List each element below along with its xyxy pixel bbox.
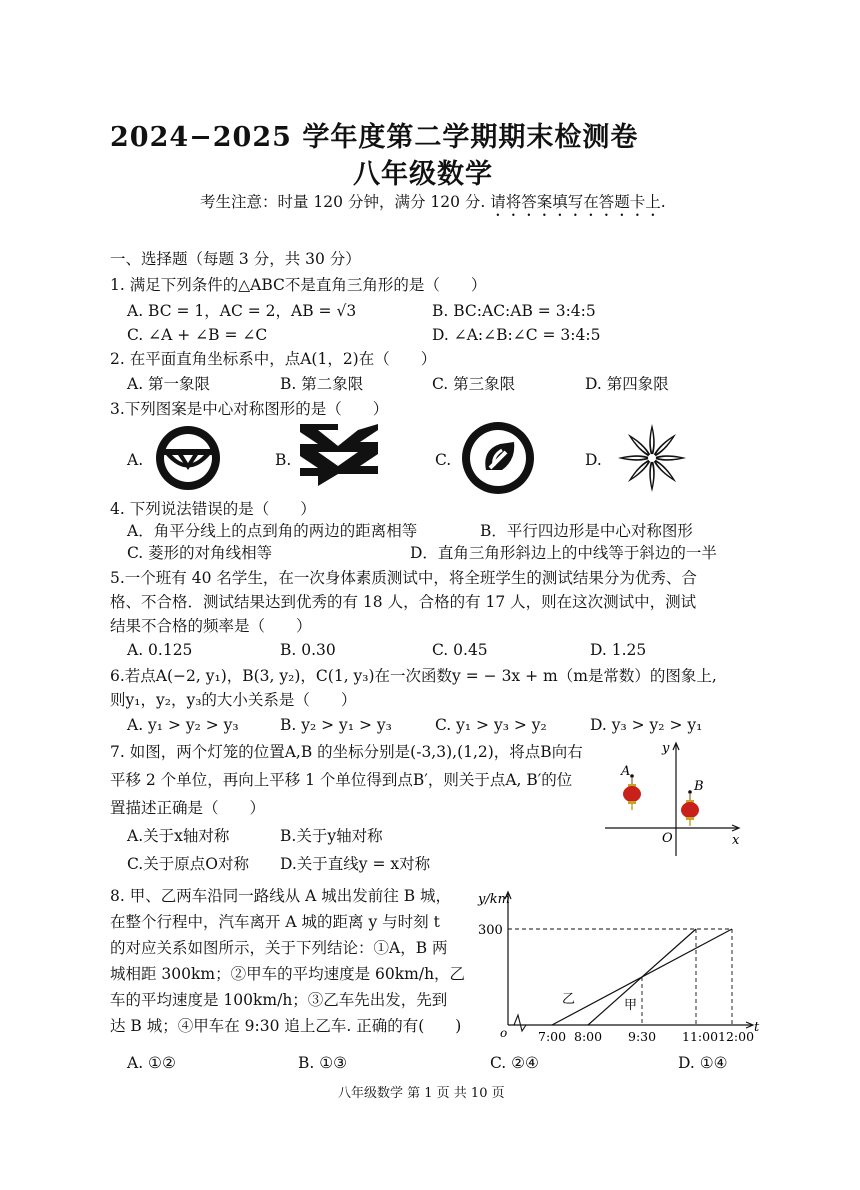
lantern-b-icon bbox=[681, 794, 699, 826]
q6-option-b: B. y₂ > y₁ > y₃ bbox=[280, 716, 392, 734]
x-tick-label: 11:00 bbox=[682, 1029, 719, 1044]
series-label-甲: 甲 bbox=[624, 998, 638, 1013]
q5-line-2: 格、不合格．测试结果达到优秀的有 18 人，合格的有 17 人，则在这次测试中，测试 bbox=[110, 593, 697, 611]
q7-option-b: B.关于y轴对称 bbox=[280, 827, 383, 845]
q2-option-d: D. 第四象限 bbox=[585, 375, 669, 393]
axis-break bbox=[508, 1015, 526, 1031]
q3-stem: 3.下列图案是中心对称图形的是（ ） bbox=[110, 400, 389, 418]
q5-option-a: A. 0.125 bbox=[127, 641, 193, 659]
point-a-label: A bbox=[621, 764, 631, 779]
q3-option-b: B. bbox=[275, 451, 292, 469]
x-axis-label: t bbox=[754, 1020, 760, 1035]
series-label-乙: 乙 bbox=[562, 992, 576, 1007]
q8-line-5: 车的平均速度是 100km/h；③乙车先出发，先到 bbox=[110, 991, 448, 1009]
q2-option-b: B. 第二象限 bbox=[280, 375, 364, 393]
q8-option-d: D. ①④ bbox=[678, 1054, 728, 1072]
lantern-a-icon bbox=[623, 778, 641, 810]
x-axis-label: x bbox=[732, 833, 740, 848]
y-axis-label: y bbox=[662, 741, 670, 756]
x-tick-label: 12:00 bbox=[718, 1029, 755, 1044]
q6-option-d: D. y₃ > y₂ > y₁ bbox=[590, 716, 703, 734]
q8-line-3: 的对应关系如图所示，关于下列结论：①A，B 两 bbox=[110, 939, 448, 957]
q1-stem: 1. 满足下列条件的△ABC不是直角三角形的是（ ） bbox=[110, 276, 487, 294]
notice-suffix: . bbox=[660, 193, 666, 211]
q5-line-1: 5.一个班有 40 名学生，在一次身体素质测试中，将全班学生的测试结果分为优秀、合 bbox=[110, 569, 697, 587]
q3-option-a: A. bbox=[127, 451, 144, 469]
q1-option-c: C. ∠A + ∠B = ∠C bbox=[127, 326, 268, 344]
exam-notice bbox=[200, 192, 666, 220]
q7-option-d: D.关于直线y = x对称 bbox=[280, 855, 431, 873]
q7-option-c: C.关于原点O对称 bbox=[127, 855, 249, 873]
q6-line-1: 6.若点A(−2, y₁)，B(3, y₂)，C(1, y₃)在一次函数y = − 3x + m（m是常数）的图象上, bbox=[110, 667, 717, 685]
x-tick-label: 8:00 bbox=[574, 1029, 603, 1044]
q8-line-1: 8. 甲、乙两车沿同一路线从 A 城出发前往 B 城， bbox=[110, 887, 452, 905]
q5-option-d: D. 1.25 bbox=[590, 641, 647, 659]
point-a bbox=[630, 774, 634, 778]
q5-option-b: B. 0.30 bbox=[280, 641, 336, 659]
q4-stem: 4. 下列说法错误的是（ ） bbox=[110, 500, 316, 518]
q7-option-a: A.关于x轴对称 bbox=[127, 827, 230, 845]
q7-line-1: 7. 如图，两个灯笼的位置A,B 的坐标分别是(-3,3),(1,2)，将点B向右 bbox=[110, 743, 583, 761]
q6-option-c: C. y₁ > y₃ > y₂ bbox=[435, 716, 547, 734]
y-tick-label: 300 bbox=[478, 923, 503, 938]
q4-option-a: A．角平分线上的点到角的两边的距离相等 bbox=[127, 522, 418, 540]
q1-option-d: D. ∠A:∠B:∠C = 3:4:5 bbox=[432, 326, 601, 344]
q1-option-a: A. BC = 1，AC = 2，AB = √3 bbox=[127, 302, 357, 320]
x-tick-label: 9:30 bbox=[628, 1029, 657, 1044]
q7-line-2: 平移 2 个单位，再向上平移 1 个单位得到点B′，则关于点A, B′的位 bbox=[110, 771, 573, 789]
q8-line-4: 城相距 300km；②甲车的平均速度是 60km/h，乙 bbox=[110, 965, 466, 983]
x-tick-label: 7:00 bbox=[538, 1029, 567, 1044]
q7-line-3: 置描述正确是（ ） bbox=[110, 799, 266, 817]
emblem-a-icon bbox=[150, 422, 226, 494]
emblem-b-icon bbox=[298, 420, 380, 490]
section-heading: 一、选择题（每题 3 分，共 30 分） bbox=[110, 250, 361, 268]
page-title: 2024−2025 学年度第二学期期末检测卷 bbox=[110, 122, 639, 153]
q8-option-b: B. ①③ bbox=[298, 1054, 348, 1072]
page-subtitle: 八年级数学 bbox=[353, 159, 493, 190]
q3-option-c: C. bbox=[435, 451, 452, 469]
q2-option-c: C. 第三象限 bbox=[432, 375, 516, 393]
page-footer: 八年级数学 第 1 页 共 10 页 bbox=[338, 1086, 505, 1101]
q1-option-b: B. BC:AC:AB = 3:4:5 bbox=[432, 302, 596, 320]
point-b-label: B bbox=[694, 779, 704, 794]
notice-text: 考生注意：时量 120 分钟，满分 120 分. bbox=[200, 193, 491, 211]
q3-option-d: D. bbox=[585, 451, 602, 469]
origin-label: o bbox=[500, 1026, 508, 1040]
origin-label: O bbox=[662, 831, 673, 846]
q8-line-2: 在整个行程中，汽车离开 A 城的距离 y 与时刻 t bbox=[110, 913, 440, 931]
q6-option-a: A. y₁ > y₂ > y₃ bbox=[127, 716, 239, 734]
q5-line-3: 结果不合格的频率是（ ） bbox=[110, 617, 312, 635]
q6-line-2: 则y₁，y₂，y₃的大小关系是（ ） bbox=[110, 691, 357, 709]
emblem-c-icon bbox=[460, 420, 536, 496]
q2-option-a: A. 第一象限 bbox=[127, 375, 211, 393]
q4-option-c: C. 菱形的对角线相等 bbox=[127, 544, 273, 562]
point-b bbox=[688, 790, 692, 794]
q8-distance-time-chart bbox=[470, 885, 760, 1050]
q8-line-6: 达 B 城；④甲车在 9:30 追上乙车. 正确的有( ) bbox=[110, 1017, 462, 1035]
q4-option-b: B．平行四边形是中心对称图形 bbox=[480, 522, 693, 540]
q5-option-c: C. 0.45 bbox=[432, 641, 488, 659]
notice-emphasis: 请将答案填写在答题卡上 bbox=[490, 193, 661, 211]
y-axis-label: y/km bbox=[478, 892, 510, 907]
emblem-d-icon bbox=[612, 420, 692, 496]
q4-option-d: D．直角三角形斜边上的中线等于斜边的一半 bbox=[410, 544, 717, 562]
q2-stem: 2. 在平面直角坐标系中，点A(1，2)在（ ） bbox=[110, 350, 437, 368]
q7-coordinate-figure bbox=[600, 738, 750, 860]
q8-option-a: A. ①② bbox=[127, 1054, 176, 1072]
q8-option-c: C. ②④ bbox=[490, 1054, 539, 1072]
